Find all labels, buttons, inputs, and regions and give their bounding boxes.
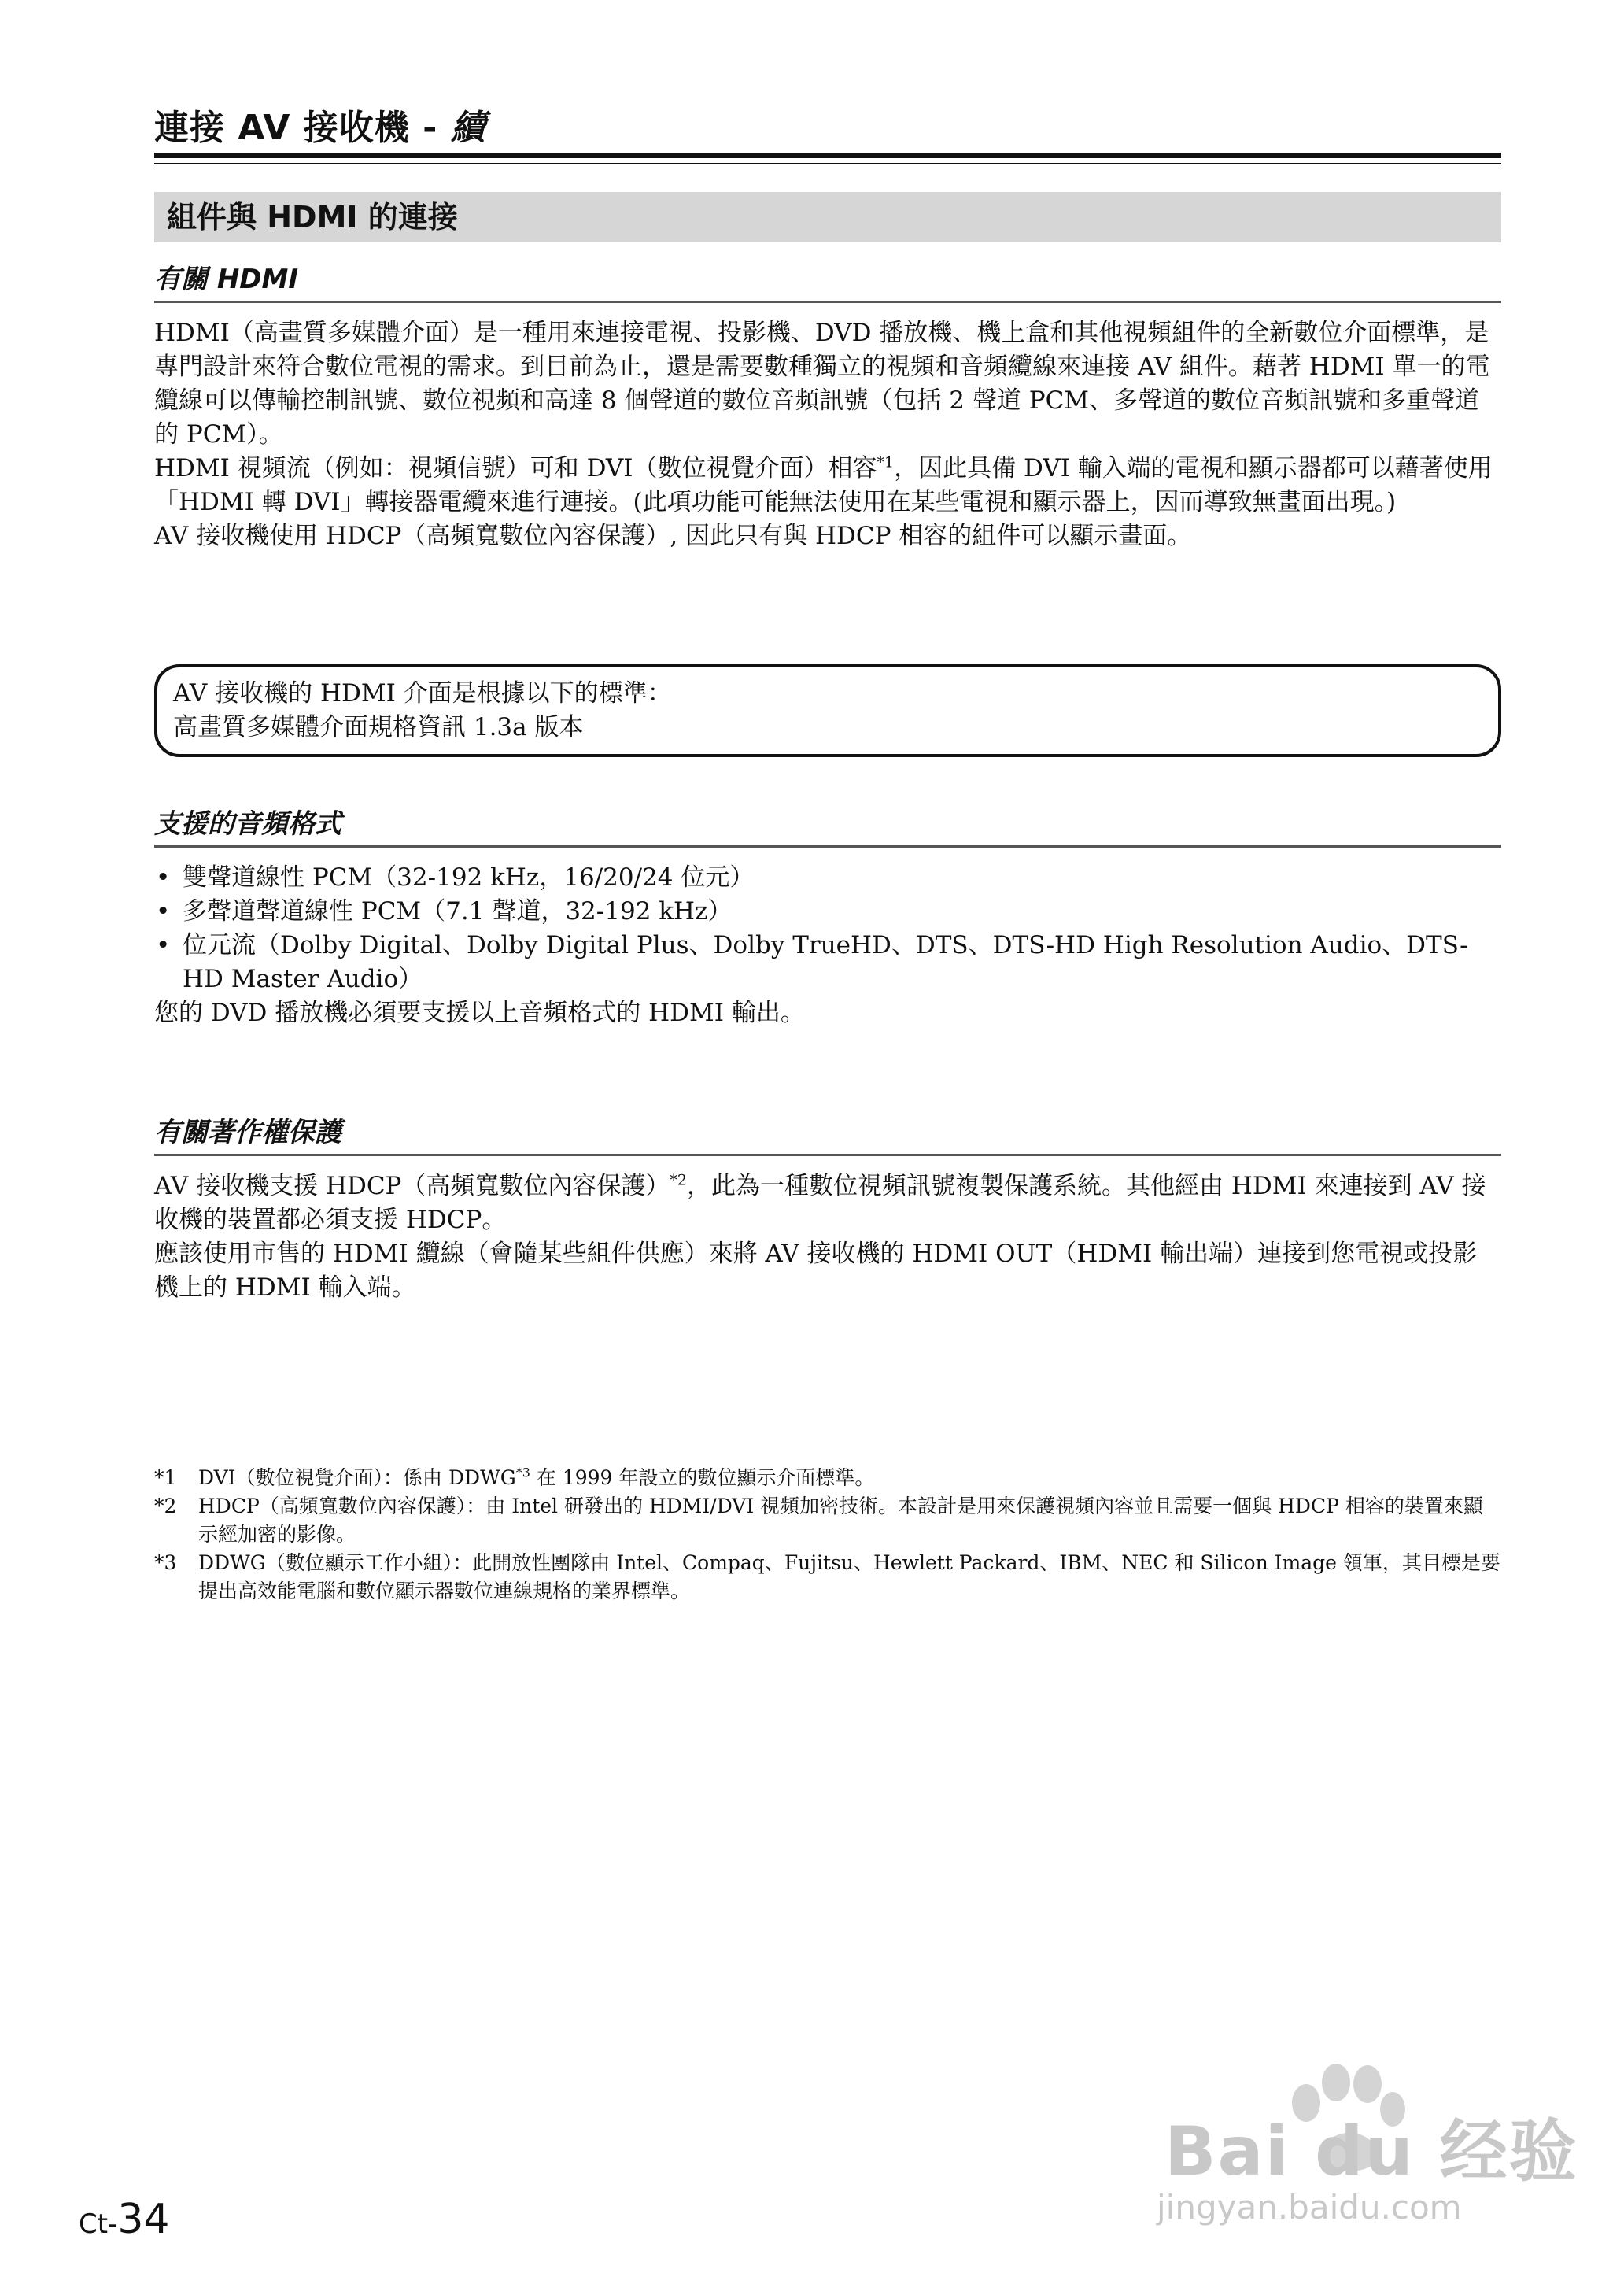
notice-line-1: AV 接收機的 HDMI 介面是根據以下的標準：: [173, 679, 672, 708]
footnote-mark: *2: [154, 1495, 177, 1517]
list-item-text: 雙聲道線性 PCM（32-192 kHz，16/20/24 位元）: [183, 863, 755, 892]
footnote-text-after: 在 1999 年設立的數位顯示介面標準。: [530, 1466, 875, 1489]
notice-line-2: 高畫質多媒體介面規格資訊 1.3a 版本: [173, 713, 584, 741]
list-item-text: 多聲道聲道線性 PCM（7.1 聲道，32-192 kHz）: [183, 897, 733, 926]
standard-notice-box: [154, 664, 1501, 757]
watermark-brand: Bai du 经验: [1164, 2112, 1578, 2191]
header-rule-thin: [154, 163, 1501, 164]
baidu-watermark: [1133, 2062, 1578, 2235]
page-header-title: [154, 99, 486, 150]
footnote-ref-3: *3: [515, 1465, 530, 1480]
list-item: [154, 895, 1501, 929]
footnote-mark: *3: [154, 1551, 177, 1574]
copyright-paragraph-1: [154, 1170, 1501, 1237]
copyright-p1-after: ，此為一種數位視頻訊號複製保護系統。其他經由 HDMI 來連接到 AV 接收機的裝置都必須支援 HDCP。: [154, 1172, 1486, 1234]
about-hdmi-body: [154, 316, 1501, 553]
footnote-item: [154, 1549, 1501, 1606]
about-hdmi-paragraph-1: HDMI（高畫質多媒體介面）是一種用來連接電視、投影機、DVD 播放機、機上盒和其他視頻組件的全新數位介面標準，是專門設計來符合數位電視的需求。到目前為止，還是需要數種獨立的視頻和音頻纜線來連接 AV 組件。藉著 HDMI 單一的電纜線可以傳輸控制訊號、數位視頻和高達 8 個聲道的數位音頻訊號（包括 2 聲道 PCM、多聲道的數位音頻訊號和多重聲道的 PCM）。: [154, 319, 1490, 449]
subheading-audio-formats: 支援的音頻格式: [154, 808, 1501, 848]
footnotes: [154, 1464, 1501, 1606]
footnote-text: HDCP（高頻寬數位內容保護）：由 Intel 研發出的 HDMI/DVI 視頻加密技術。本設計是用來保護視頻內容並且需要一個與 HDCP 相容的裝置來顯示經加密的影像。: [198, 1495, 1483, 1546]
copyright-body: [154, 1170, 1501, 1305]
watermark-url: jingyan.baidu.com: [1157, 2188, 1462, 2227]
about-hdmi-paragraph-3: AV 接收機使用 HDCP（高頻寬數位內容保護）, 因此只有與 HDCP 相容的組件可以顯示畫面。: [154, 522, 1192, 550]
list-item: [154, 861, 1501, 895]
page-number-prefix: Ct-: [79, 2208, 118, 2240]
header-title-main: 連接 AV 接收機 -: [154, 108, 451, 148]
audio-formats-body: [154, 861, 1501, 1030]
footnote-item: [154, 1492, 1501, 1549]
subheading-about-hdmi: 有關 HDMI: [154, 263, 1501, 303]
footnote-item: [154, 1464, 1501, 1492]
footnote-mark: *1: [154, 1466, 177, 1489]
p2-text-after: ，因此具備 DVI 輸入端的電視和顯示器都可以藉著使用 「HDMI 轉 DVI」轉接器電纜來進行連接。(此項功能可能無法使用在某些電視和顯示器上，因而導致無畫面出現。): [154, 454, 1493, 516]
header-rule-thick: [154, 153, 1501, 158]
audio-format-list: [154, 861, 1501, 996]
bullet-icon: •: [156, 931, 171, 959]
copyright-p1-before: AV 接收機支援 HDCP（高頻寬數位內容保護）: [154, 1172, 670, 1200]
p2-text-before: HDMI 視頻流（例如：視頻信號）可和 DVI（數位視覺介面）相容: [154, 454, 877, 482]
footnote-ref-2: *2: [670, 1171, 687, 1189]
footnote-ref-1: *1: [877, 453, 895, 471]
footnote-text: DDWG（數位顯示工作小組）：此開放性團隊由 Intel、Compaq、Fujitsu、Hewlett Packard、IBM、NEC 和 Silicon Image 領軍，其目標是要提出高效能電腦和數位顯示器數位連線規格的業界標準。: [198, 1551, 1500, 1602]
page-number-value: 34: [117, 2196, 170, 2243]
about-hdmi-paragraph-2: [154, 452, 1501, 519]
section-title-bar: 組件與 HDMI 的連接: [154, 192, 1501, 242]
audio-formats-note: 您的 DVD 播放機必須要支援以上音頻格式的 HDMI 輸出。: [154, 999, 805, 1027]
list-item: [154, 929, 1501, 996]
footnote-text: DVI（數位視覺介面）：係由 DDWG: [198, 1466, 516, 1489]
bullet-icon: •: [156, 897, 171, 926]
header-title-continued: 續: [450, 108, 486, 148]
copyright-paragraph-2: 應該使用市售的 HDMI 纜線（會隨某些組件供應）來將 AV 接收機的 HDMI OUT（HDMI 輸出端）連接到您電視或投影機上的 HDMI 輸入端。: [154, 1240, 1478, 1302]
subheading-copyright: 有關著作權保護: [154, 1116, 1501, 1156]
list-item-text: 位元流（Dolby Digital、Dolby Digital Plus、Dolby TrueHD、DTS、DTS-HD High Resolution Audio、DTS-HD Master Audio）: [183, 931, 1468, 993]
page-number: [79, 2196, 170, 2243]
bullet-icon: •: [156, 863, 171, 892]
